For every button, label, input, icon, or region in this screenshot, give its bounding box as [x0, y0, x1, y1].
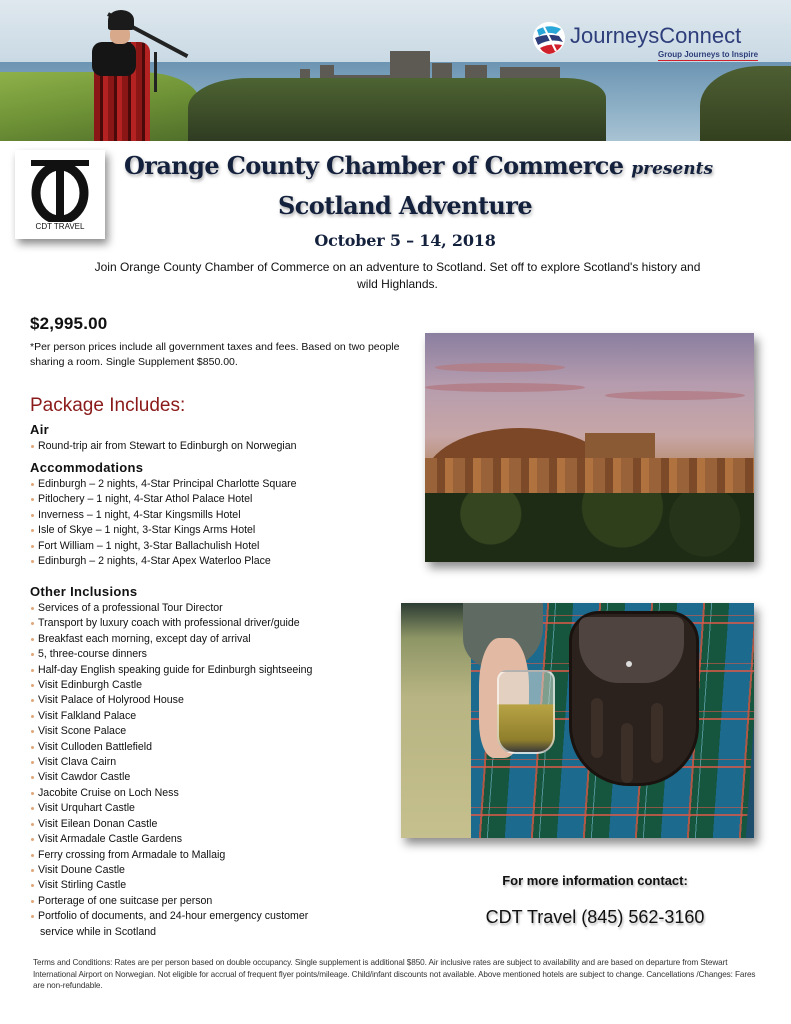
globe-icon — [532, 21, 566, 55]
list-item: Inverness – 1 night, 4-Star Kingsmills Hotel — [30, 508, 297, 523]
list-item: Visit Stirling Castle — [30, 878, 312, 893]
presents-label: presents — [631, 159, 714, 179]
section-accommodations — [30, 459, 297, 569]
section-title: Accommodations — [30, 460, 144, 475]
trip-dates: October 5 – 14, 2018 — [314, 231, 496, 250]
trip-intro: Join Orange County Chamber of Commerce on an adventure to Scotland. Set off to explore Scotland's history and wild Highlands. — [94, 260, 701, 291]
list-item: Visit Edinburgh Castle — [30, 678, 312, 693]
list-item: Visit Cawdor Castle — [30, 770, 312, 785]
trip-title: Scotland Adventure — [277, 191, 532, 220]
list-item: Isle of Skye – 1 night, 3-Star Kings Arms Hotel — [30, 523, 297, 538]
terms-and-conditions: Terms and Conditions: Rates are per person based on double occupancy. Single supplement is additional $850. Air inclusive rates are subject to availability and are based on departure from Stewart International Airport on Norwegian. Not eligible for accrual of frequent flyer points/mileage. Child/infant discounts not available. Above mentioned hotels are subject to change. Cancellations /Changes: Fares are non-refundable. — [33, 958, 756, 990]
list-item: Ferry crossing from Armadale to Mallaig — [30, 848, 312, 863]
list-item: Half-day English speaking guide for Edinburgh sightseeing — [30, 663, 312, 678]
rock-cliff — [188, 78, 606, 141]
bagpiper — [88, 10, 183, 141]
list-item: Visit Falkland Palace — [30, 709, 312, 724]
section-air — [30, 421, 297, 454]
list-item: Visit Doune Castle — [30, 863, 312, 878]
kilt-and-whisky-photo — [401, 603, 754, 838]
list-item: Visit Scone Palace — [30, 724, 312, 739]
journeysconnect-logo[interactable] — [530, 19, 785, 61]
list-item: Visit Eilean Donan Castle — [30, 817, 312, 832]
organizer-name: Orange County Chamber of Commerce — [124, 151, 624, 180]
list-item: Round-trip air from Stewart to Edinburgh on Norwegian — [30, 439, 297, 454]
trip-price: $2,995.00 — [30, 314, 108, 333]
section-title: Other Inclusions — [30, 584, 138, 599]
list-item: Jacobite Cruise on Loch Ness — [30, 786, 312, 801]
contact-label: For more information contact: — [502, 873, 688, 888]
list-item: 5, three-course dinners — [30, 647, 312, 662]
list-item: Visit Clava Cairn — [30, 755, 312, 770]
list-item: Visit Culloden Battlefield — [30, 740, 312, 755]
list-item: Visit Urquhart Castle — [30, 801, 312, 816]
list-item-line-1: Portfolio of documents, and 24-hour emergency customer — [38, 910, 309, 923]
list-item: Visit Palace of Holyrood House — [30, 693, 312, 708]
package-includes-heading: Package Includes: — [30, 395, 186, 416]
organizer-title — [124, 151, 774, 180]
edinburgh-skyline-photo — [425, 333, 754, 562]
list-item: Fort William – 1 night, 3-Star Ballachulish Hotel — [30, 539, 297, 554]
section-other-inclusions — [30, 583, 312, 940]
cdt-logo-label: CDT TRAVEL — [35, 222, 85, 231]
list-item: Edinburgh – 2 nights, 4-Star Principal Charlotte Square — [30, 477, 297, 492]
list-item: Edinburgh – 2 nights, 4-Star Apex Waterloo Place — [30, 554, 297, 569]
list-item: Porterage of one suitcase per person — [30, 894, 312, 909]
list-item: Breakfast each morning, except day of arrival — [30, 632, 312, 647]
section-title: Air — [30, 422, 49, 437]
brand-name: JourneysConnect — [570, 23, 742, 48]
price-note: *Per person prices include all government taxes and fees. Based on two people sharing a room. Single Supplement $850.00. — [30, 341, 400, 368]
list-item-line-2: service while in Scotland — [40, 925, 156, 938]
list-item: Transport by luxury coach with professional driver/guide — [30, 616, 312, 631]
list-item — [30, 909, 312, 940]
header-banner-photo — [0, 0, 791, 141]
list-item: Pitlochery – 1 night, 4-Star Athol Palace Hotel — [30, 492, 297, 507]
contact-phone[interactable]: CDT Travel (845) 562-3160 — [485, 907, 705, 927]
list-item: Services of a professional Tour Director — [30, 601, 312, 616]
brand-tagline: Group Journeys to Inspire — [658, 50, 759, 59]
list-item: Visit Armadale Castle Gardens — [30, 832, 312, 847]
